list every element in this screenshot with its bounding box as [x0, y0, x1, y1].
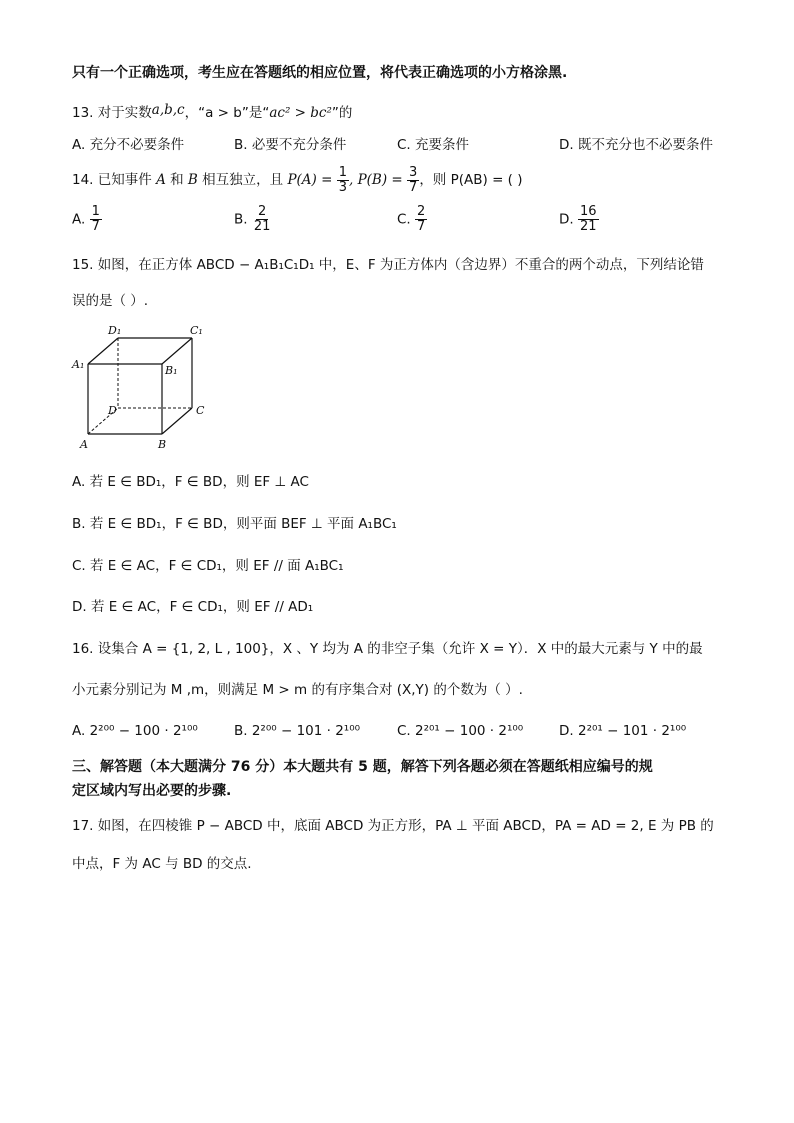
- section-heading-cont: 定区域内写出必要的步骤.: [72, 783, 232, 799]
- option-a: A. 2²⁰⁰ − 100 · 2¹⁰⁰: [72, 723, 198, 739]
- question-14: 14. 已知事件 A 和 B 相互独立，且 P(A) = $\frac{1}{3}$ , P(B) = $\frac{3}{7}$ ，则 P(AB) = ( ): [72, 164, 523, 195]
- math-pb: , P(B) =: [349, 172, 403, 188]
- option-d: D. 既不充分也不必要条件: [559, 137, 713, 153]
- question-number: 14.: [72, 172, 94, 188]
- math-condition: ac² > bc²: [269, 105, 332, 121]
- option-d: D. $\frac{16}{21}$: [559, 204, 597, 234]
- label-a: A: [80, 438, 88, 451]
- option-a: A. 充分不必要条件: [72, 137, 185, 153]
- option-c: C. 2²⁰¹ − 100 · 2¹⁰⁰: [397, 723, 524, 739]
- option-b: B. 2²⁰⁰ − 101 · 2¹⁰⁰: [234, 723, 361, 739]
- label-d: D: [108, 404, 117, 417]
- question-text: ”的: [331, 105, 353, 121]
- math-pa: P(A) =: [287, 172, 333, 188]
- label-b: B: [158, 438, 167, 451]
- option-b: B. 必要不充分条件: [234, 137, 347, 153]
- instruction-line: 只有一个正确选项，考生应在答题纸的相应位置，将代表正确选项的小方格涂黑.: [72, 65, 568, 81]
- question-text: 对于实数: [97, 105, 152, 121]
- label-a1: A₁: [72, 358, 85, 371]
- question-17: [72, 817, 714, 835]
- question-text: 如图，在正方体 ABCD − A₁B₁C₁D₁ 中，E、F 为正方体内（含边界）不重合的两个动点，下列结论错: [97, 257, 704, 273]
- option-a: A. 若 E ∈ BD₁，F ∈ BD，则 EF ⊥ AC: [72, 474, 309, 490]
- fraction: $\frac{3}{7}$: [409, 164, 418, 195]
- label-c1: C₁: [190, 324, 203, 337]
- section-heading: 三、解答题（本大题满分 76 分）本大题共有 5 题，解答下列各题必须在答题纸相应编号的规: [72, 759, 653, 775]
- question-text: 相互独立，且: [202, 172, 284, 188]
- question-number: 13.: [72, 105, 94, 121]
- question-15-cont: 误的是（ ）.: [72, 293, 149, 309]
- option-d: D. 2²⁰¹ − 101 · 2¹⁰⁰: [559, 723, 687, 739]
- question-text: 设集合 A = {1, 2, L , 100}，X 、Y 均为 A 的非空子集（允许 X = Y）．X 中的最大元素与 Y 中的最: [97, 641, 703, 657]
- option-c: C. $\frac{2}{7}$: [397, 204, 426, 234]
- question-number: 16.: [72, 641, 94, 657]
- fraction: $\frac{1}{3}$: [338, 164, 347, 195]
- option-b: B. $\frac{2}{21}$: [234, 204, 271, 234]
- option-c: C. 若 E ∈ AC，F ∈ CD₁，则 EF // 面 A₁BC₁: [72, 558, 344, 574]
- question-15: [72, 256, 704, 274]
- question-text: 如图，在四棱锥 P − ABCD 中，底面 ABCD 为正方形，PA ⊥ 平面 ABCD，PA = AD = 2, E 为 PB 的: [97, 818, 714, 834]
- question-text: 已知事件: [97, 172, 152, 188]
- question-ask: ，则 P(AB) = ( ): [419, 172, 523, 188]
- label-d1: D₁: [108, 324, 122, 337]
- option-b: B. 若 E ∈ BD₁，F ∈ BD，则平面 BEF ⊥ 平面 A₁BC₁: [72, 516, 397, 532]
- question-17-cont: 中点，F 为 AC 与 BD 的交点.: [72, 856, 252, 872]
- math-vars: a,b,c: [151, 102, 185, 118]
- question-number: 15.: [72, 257, 94, 273]
- option-a: A. $\frac{1}{7}$: [72, 204, 100, 234]
- option-c: C. 充要条件: [397, 137, 470, 153]
- question-text: ，“a > b”是“: [184, 105, 270, 121]
- question-16: [72, 640, 703, 658]
- option-d: D. 若 E ∈ AC，F ∈ CD₁，则 EF // AD₁: [72, 599, 314, 615]
- label-c: C: [196, 404, 205, 417]
- label-b1: B₁: [165, 364, 178, 377]
- question-16-cont: 小元素分别记为 M ,m，则满足 M > m 的有序集合对 (X,Y) 的个数为（ ）.: [72, 682, 523, 698]
- question-number: 17.: [72, 818, 94, 834]
- question-13: [72, 101, 352, 122]
- cube-figure: [70, 322, 210, 452]
